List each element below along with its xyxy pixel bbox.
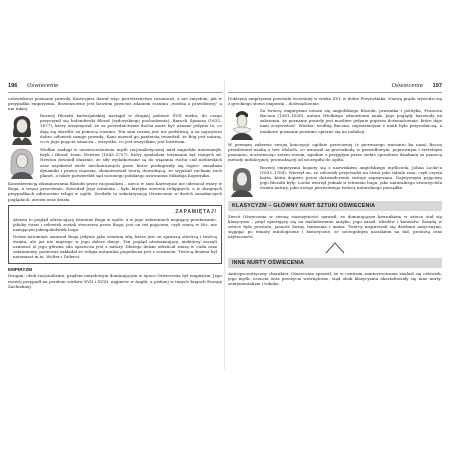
running-title: Oświecenie — [27, 83, 59, 89]
left-page — [8, 80, 222, 370]
paragraph: Drugim, obok racjonalizmu, prądem umysłowym dominującym w epoce Oświecenia był empiryzm. Jego rozwój przypadł na przełom wieków XVII i XVIII, najpierw w Anglii, a później w innych krajach Europy Zachodniej. — [8, 273, 222, 289]
right-page — [228, 80, 442, 370]
bacon-portrait-icon — [228, 108, 256, 140]
paragraph: człowiekowi poznanie prawdy. Kartezjusz dawał więc pierwszeństwo rozumowi, a nie zmysłom, jak w przypadku empiryzmu. Bezsensowne jest bowiem przecież zdaniem rozumu „wiedza z prawdziwej” a nie takiej. — [8, 96, 222, 112]
deism-definition: Deizm natomiast uznawał Boga jedynie jako ostatnią siłę, która jest on sprawcą stwórcą i twórcą świata, ale już nie ingeruje w jego dalsze dzieje. Ten pogląd utożsamiający, niektórzy zaczęli uznawać iż jego główna sila sprawcza jest z natury. Dlatego deizm odrzucał wiarę w cuda oraz sakramenty, ponieważ zakładał że religia naturalna pogodzona jest z rozumem. Twórcą deizmu był natomiast m.in. Wolter i Diderot. — [13, 233, 217, 260]
bacon-block — [228, 108, 442, 140]
locke-paragraph: Rozwój empiryzmu kojarzy się z nazwiskiem angielskiego myśliciela, Johna Locke'a (1632–1704). Wierzył on, że człowiek przychodzi na świat jako tabula rasa, czyli czysta karta, która dopiero przez doświadczenie zostaje zapisywana. Najwyższym pojęciem jego filozofii były: Locke wierzył jednak w istnienie boga, jako naturalnego stworzyciela świata natury, jako owego pierwotnego twórcy naturalnego porządku. — [260, 164, 442, 190]
page-number: 196 — [8, 83, 18, 89]
newton-portrait-icon — [8, 147, 36, 179]
section-band: KLASYCYZM – GŁÓWNY NURT SZTUKI OŚWIECENIA — [228, 201, 442, 211]
page-number: 197 — [432, 83, 442, 89]
paragraph: Doktryna empiryzmu powstała wcześniej w wieku XVI, w dobie Przyrodnika. Nazwę prądu wywodzi się z greckiego słowa empeiria – doświadczenie. — [228, 96, 442, 107]
lambda-figure — [228, 242, 442, 254]
spinoza-block — [8, 113, 222, 145]
bacon-paragraph: Za twórcę empiryzmu uważa się angielskiego filozofa, prawnika i polityka, Francisa Bacona (1561–1626), autora Wielkiego odnowienia nauk. Jego poglądy bazowały na założeniu, że poznanie prawdy jest możliwe jedynie poprzez doświadczenie, które daje nam oczywistość. Wiedza, według Bacona, najważniejsza z nauk była przyrodniczą, a naukowe poznanie powinno opierać się na indukcji. — [260, 108, 442, 134]
newton-paragraph: Wielkie zasługi w unowocześnieniu myśli racjonalistycznej miał angielski matematyk, fizyk i filozof, Isaac Newton (1643–1727), który symbolem trzymania był różnych sił. Newton dowiódł słusznie, że siły wydatkowane są do wiązania ruchu ciał niebieskich oraz uzyskiwał wiele mechanicznych praw, które posługiwały się logice: zasadami dynamiki i prawa ciążenia, skonstruował teorię dowodzącą, że wyjaśnił ruchami ruch planet, a także potwierdził sąd uczonego polskiego astronoma Mikołaja Kopernika. — [40, 147, 222, 178]
paragraph: W pewnym zakresie swojej koncepcji ogólnie przeciwnej (z pierwszego wariantu ku nam) Bacon przedstawił naukę o tzw. idolach, co uznawał za przeszkodę w prawidłowym, poprawnym i rzetelnym poznaniu, uczestnicząc zatem rozum, zgodnie z przyjętym przez siebie sposobem działania za pomocą metody indukcyjnej, prowadzącej od szczegółu do ogółu. — [228, 142, 442, 163]
paragraph: Konsekwencją zdominowania filozofii przez racjonalizm – nieco w sam Kartezjusz nie odrzucał wiary w Boga, a wręcz przeciwnie, dowodził Jego istnienia – było krytyka wierzeń religijnych, a w skrajnych przypadkach odrzucenie religii w ogóle. Zrodziło to sekularyzację Oświecenie w dwóch zasadniczych poglądach: ateizm oraz deizm. — [8, 181, 222, 202]
locke-portrait-icon — [228, 165, 256, 197]
section-heading: EMPIRYZM — [8, 267, 33, 273]
spinoza-paragraph: Rozwój filozofii kartezjańskiej nastąpił w drugiej połowie XVII wieku, do czego przyczynił się holenderski filozof (żydowskiego pochodzenia), Baruch Spinoza (1632–1677), który utrzymywał, że za pośrednictwem ducha może być uznane jedynie to, co dają się określić za pomocą rozumu. Ten sam rozum jest też podstawą, a za najwyższe dobro człowiek uznaje prawdę. Kant nazwał go panteistą twierdził, że Bóg jest naturą, co w jego pojęciu oznacza – wszystko, co jest wszystkim, jest bóstwem. — [40, 113, 222, 144]
right-page-header — [228, 80, 442, 93]
lambda-symbol-icon — [324, 242, 346, 254]
atheism-definition: Ateizm to pogląd odrzucający istnienie Boga w ogóle, a w jego założeniach negujący przekonanie, jakoby świat i człowiek zostali stworzeni przez Boga; jest on też pojęciem, czyli wiarą w Nic, nie uznającym jakiegokolwiek boga. — [13, 216, 217, 232]
page-gutter — [224, 80, 225, 370]
remember-box-title: ZAPAMIĘTAJ! — [175, 208, 217, 215]
newton-block — [8, 147, 222, 179]
section-band: INNE NURTY OŚWIECENIA — [228, 258, 442, 268]
spinoza-portrait-icon — [8, 113, 36, 145]
remember-box — [8, 205, 222, 265]
paragraph: Zwrot Oświecenia w stronę starożytności sprawił, że dominującym kierunkiem w sztuce stał się klasycyzm – prąd opierający się na naśladowaniu antyku, jego zasad, ideałów i kanonów. Zasadą w sztuce była prostota, jasność formy, harmonia i umiar. Twórcy inspirowali się dziełami antycznymi, sięgając po tematy mitologiczne i historyczne, ze szczególnym naciskiem na ład, prostotę oraz użyteczność. — [228, 213, 442, 239]
book-spread — [4, 80, 446, 370]
left-page-header — [8, 80, 222, 93]
paragraph: Antropocentryczny charakter Oświecenia sprawił, że w centrum zainteresowania znalazł się człowiek, jego myśli, uczucia oraz przeżycia wewnętrzne, stąd obok klasycyzmu ukształtowały się inne nurty: sentymentalizm i rokoko. — [228, 271, 442, 287]
running-title: Oświecenie — [391, 83, 423, 89]
locke-block — [228, 165, 442, 197]
